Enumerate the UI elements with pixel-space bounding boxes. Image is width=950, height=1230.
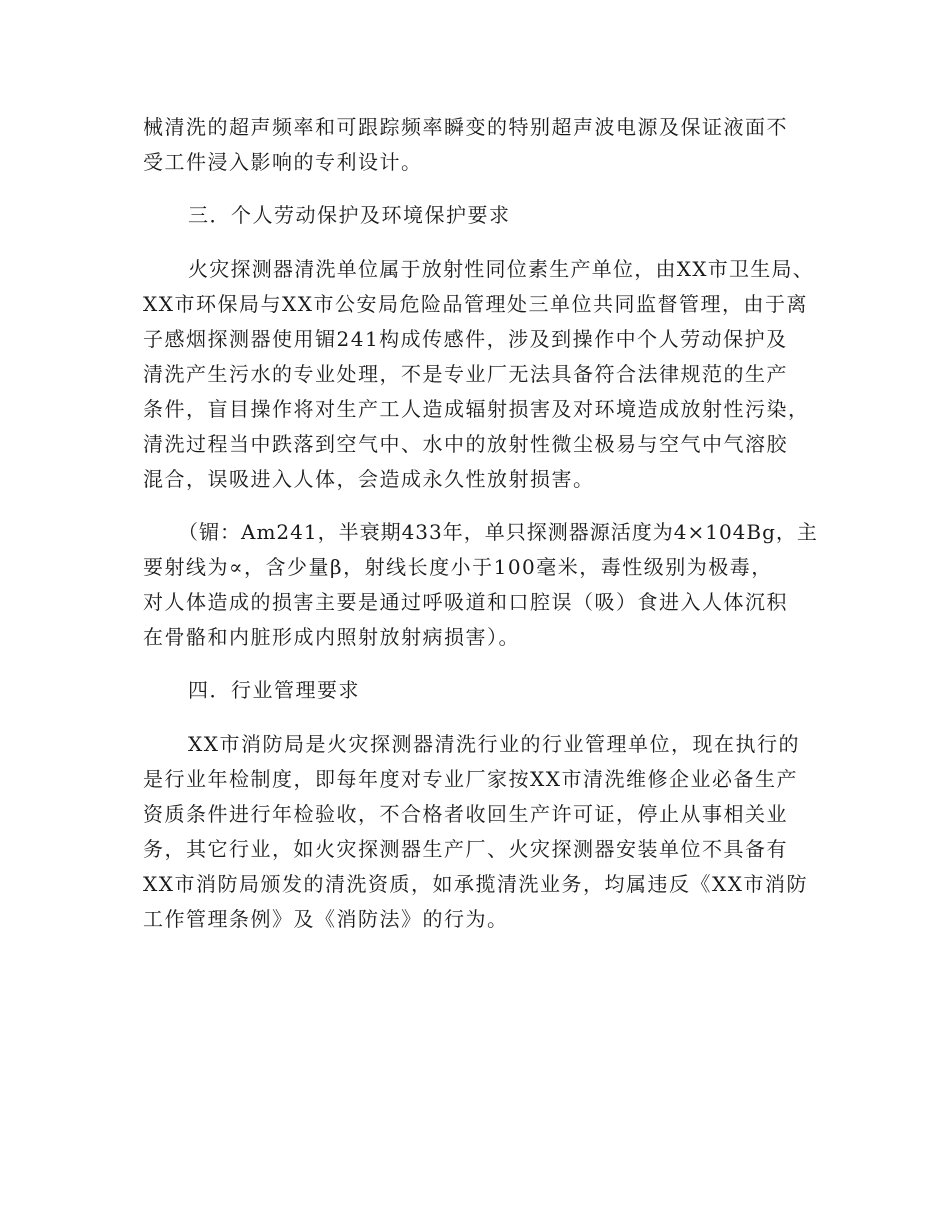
paragraph-line: 受工件浸入影响的专利设计。	[143, 150, 423, 174]
note-line: 对人体造成的损害主要是通过呼吸道和口腔误（吸）食进入人体沉积	[143, 590, 788, 614]
paragraph-line: 清洗产生污水的专业处理，不是专业厂无法具备符合法律规范的生产	[143, 362, 788, 386]
paragraph-line: 工作管理条例》及《消防法》的行为。	[143, 907, 509, 931]
paragraph-line: 混合，误吸进入人体，会造成永久性放射损害。	[143, 467, 595, 491]
paragraph-line: 火灾探测器清洗单位属于放射性同位素生产单位，由XX市卫生局、	[188, 257, 814, 281]
section-heading-3: 三．个人劳动保护及环境保护要求	[188, 203, 511, 227]
paragraph-line: XX市环保局与XX市公安局危险品管理处三单位共同监督管理，由于离	[143, 292, 808, 316]
note-line: 要射线为∝，含少量β，射线长度小于100毫米，毒性级别为极毒，	[143, 555, 773, 579]
paragraph-line: 条件，盲目操作将对生产工人造成辐射损害及对环境造成放射性污染，	[143, 397, 810, 421]
paragraph-line: 械清洗的超声频率和可跟踪频率瞬变的特别超声波电源及保证液面不	[143, 115, 788, 139]
paragraph-line: 是行业年检制度，即每年度对专业厂家按XX市清洗维修企业必备生产	[143, 767, 798, 791]
paragraph-line: 资质条件进行年检验收，不合格者收回生产许可证，停止从事相关业	[143, 802, 788, 826]
paragraph-line: 子感烟探测器使用镅241构成传感件，涉及到操作中个人劳动保护及	[143, 327, 788, 351]
section-heading-4: 四．行业管理要求	[188, 678, 360, 702]
note-line: （镅：Am241，半衰期433年，单只探测器源活度为4×104Bg，主	[178, 520, 818, 544]
paragraph-line: 务，其它行业，如火灾探测器生产厂、火灾探测器安装单位不具备有	[143, 837, 788, 861]
paragraph-line: XX市消防局是火灾探测器清洗行业的行业管理单位，现在执行的	[188, 732, 800, 756]
note-line: 在骨骼和内脏形成内照射放射病损害）。	[143, 625, 520, 649]
paragraph-line: 清洗过程当中跌落到空气中、水中的放射性微尘极易与空气中气溶胶	[143, 432, 788, 456]
paragraph-line: XX市消防局颁发的清洗资质，如承揽清洗业务，均属违反《XX市消防	[143, 872, 808, 896]
